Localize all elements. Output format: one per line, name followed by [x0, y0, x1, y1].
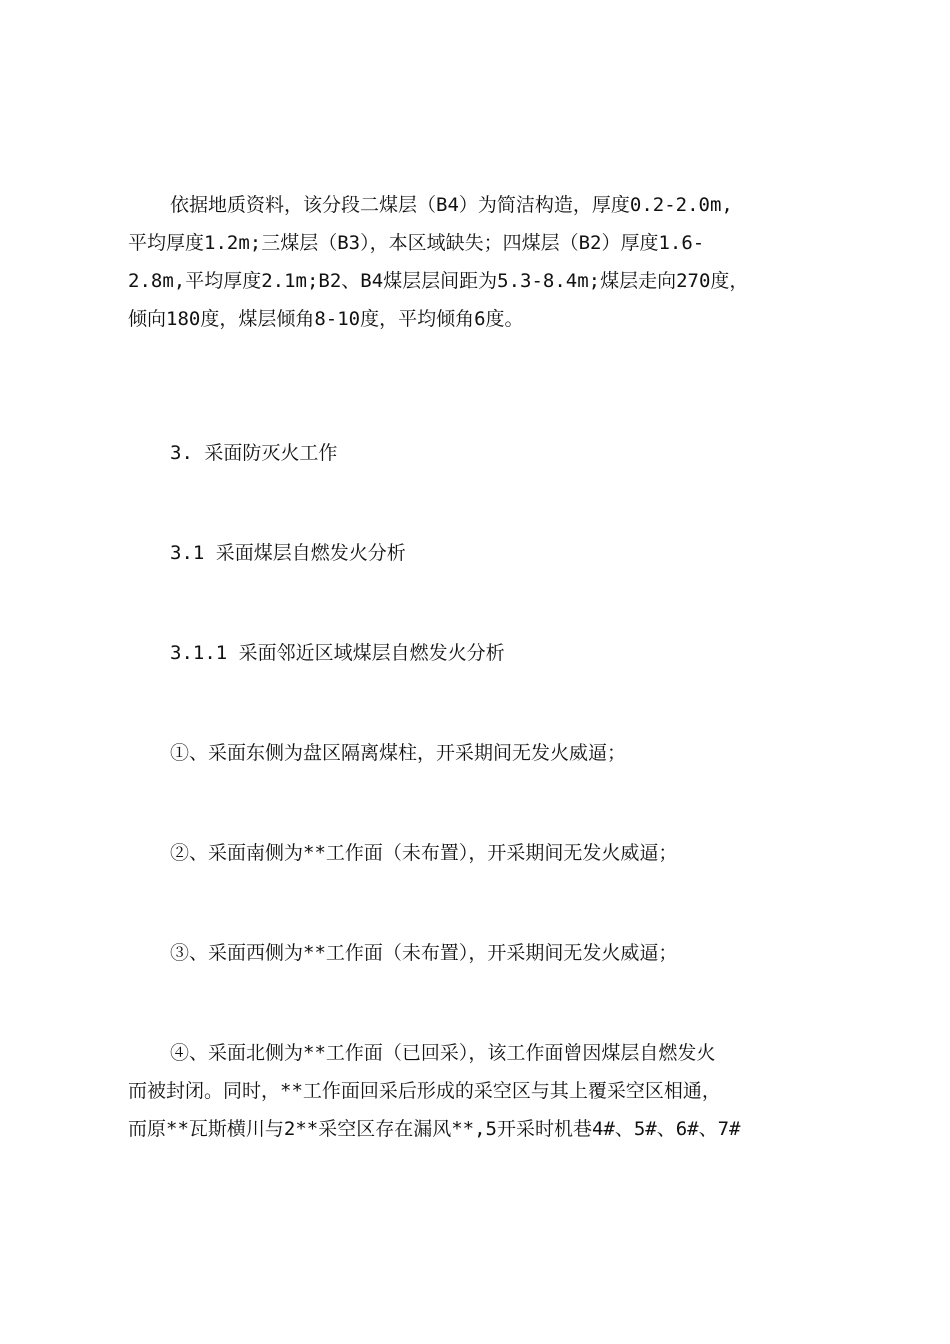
heading-text: 3.1.1 采面邻近区域煤层自燃发火分析 — [170, 642, 505, 664]
list-item-east — [128, 734, 828, 772]
heading-text: 3. 采面防灭火工作 — [170, 442, 338, 464]
list-item-north — [128, 1034, 828, 1148]
paragraph-geology — [128, 186, 828, 338]
text-line: 倾向180度，煤层倾角8-10度，平均倾角6度。 — [128, 308, 524, 330]
text-line: 依据地质资料，该分段二煤层（B4）为简洁构造，厚度0.2-2.0m, — [170, 194, 733, 216]
item-text: ①、采面东侧为盘区隔离煤柱，开采期间无发火威逼； — [170, 742, 627, 764]
section-heading-3-1-1 — [128, 634, 828, 672]
item-text: 而被封闭。同时，**工作面回采后形成的采空区与其上覆采空区相通， — [128, 1080, 721, 1102]
section-heading-3-1 — [128, 534, 828, 572]
item-text: 而原**瓦斯横川与2**采空区存在漏风**,5开采时机巷4#、5#、6#、7# — [128, 1118, 741, 1140]
heading-text: 3.1 采面煤层自燃发火分析 — [170, 542, 406, 564]
list-item-south — [128, 834, 828, 872]
list-item-west — [128, 934, 828, 972]
item-text: ②、采面南侧为**工作面（未布置），开采期间无发火威逼； — [170, 842, 678, 864]
text-line: 平均厚度1.2m;三煤层（B3），本区域缺失；四煤层（B2）厚度1.6- — [128, 232, 705, 254]
section-heading-3 — [128, 434, 828, 472]
item-text: ④、采面北侧为**工作面（已回采），该工作面曾因煤层自燃发火 — [170, 1042, 716, 1064]
item-text: ③、采面西侧为**工作面（未布置），开采期间无发火威逼； — [170, 942, 678, 964]
text-line: 2.8m,平均厚度2.1m;B2、B4煤层层间距为5.3-8.4m;煤层走向270度， — [128, 270, 749, 292]
